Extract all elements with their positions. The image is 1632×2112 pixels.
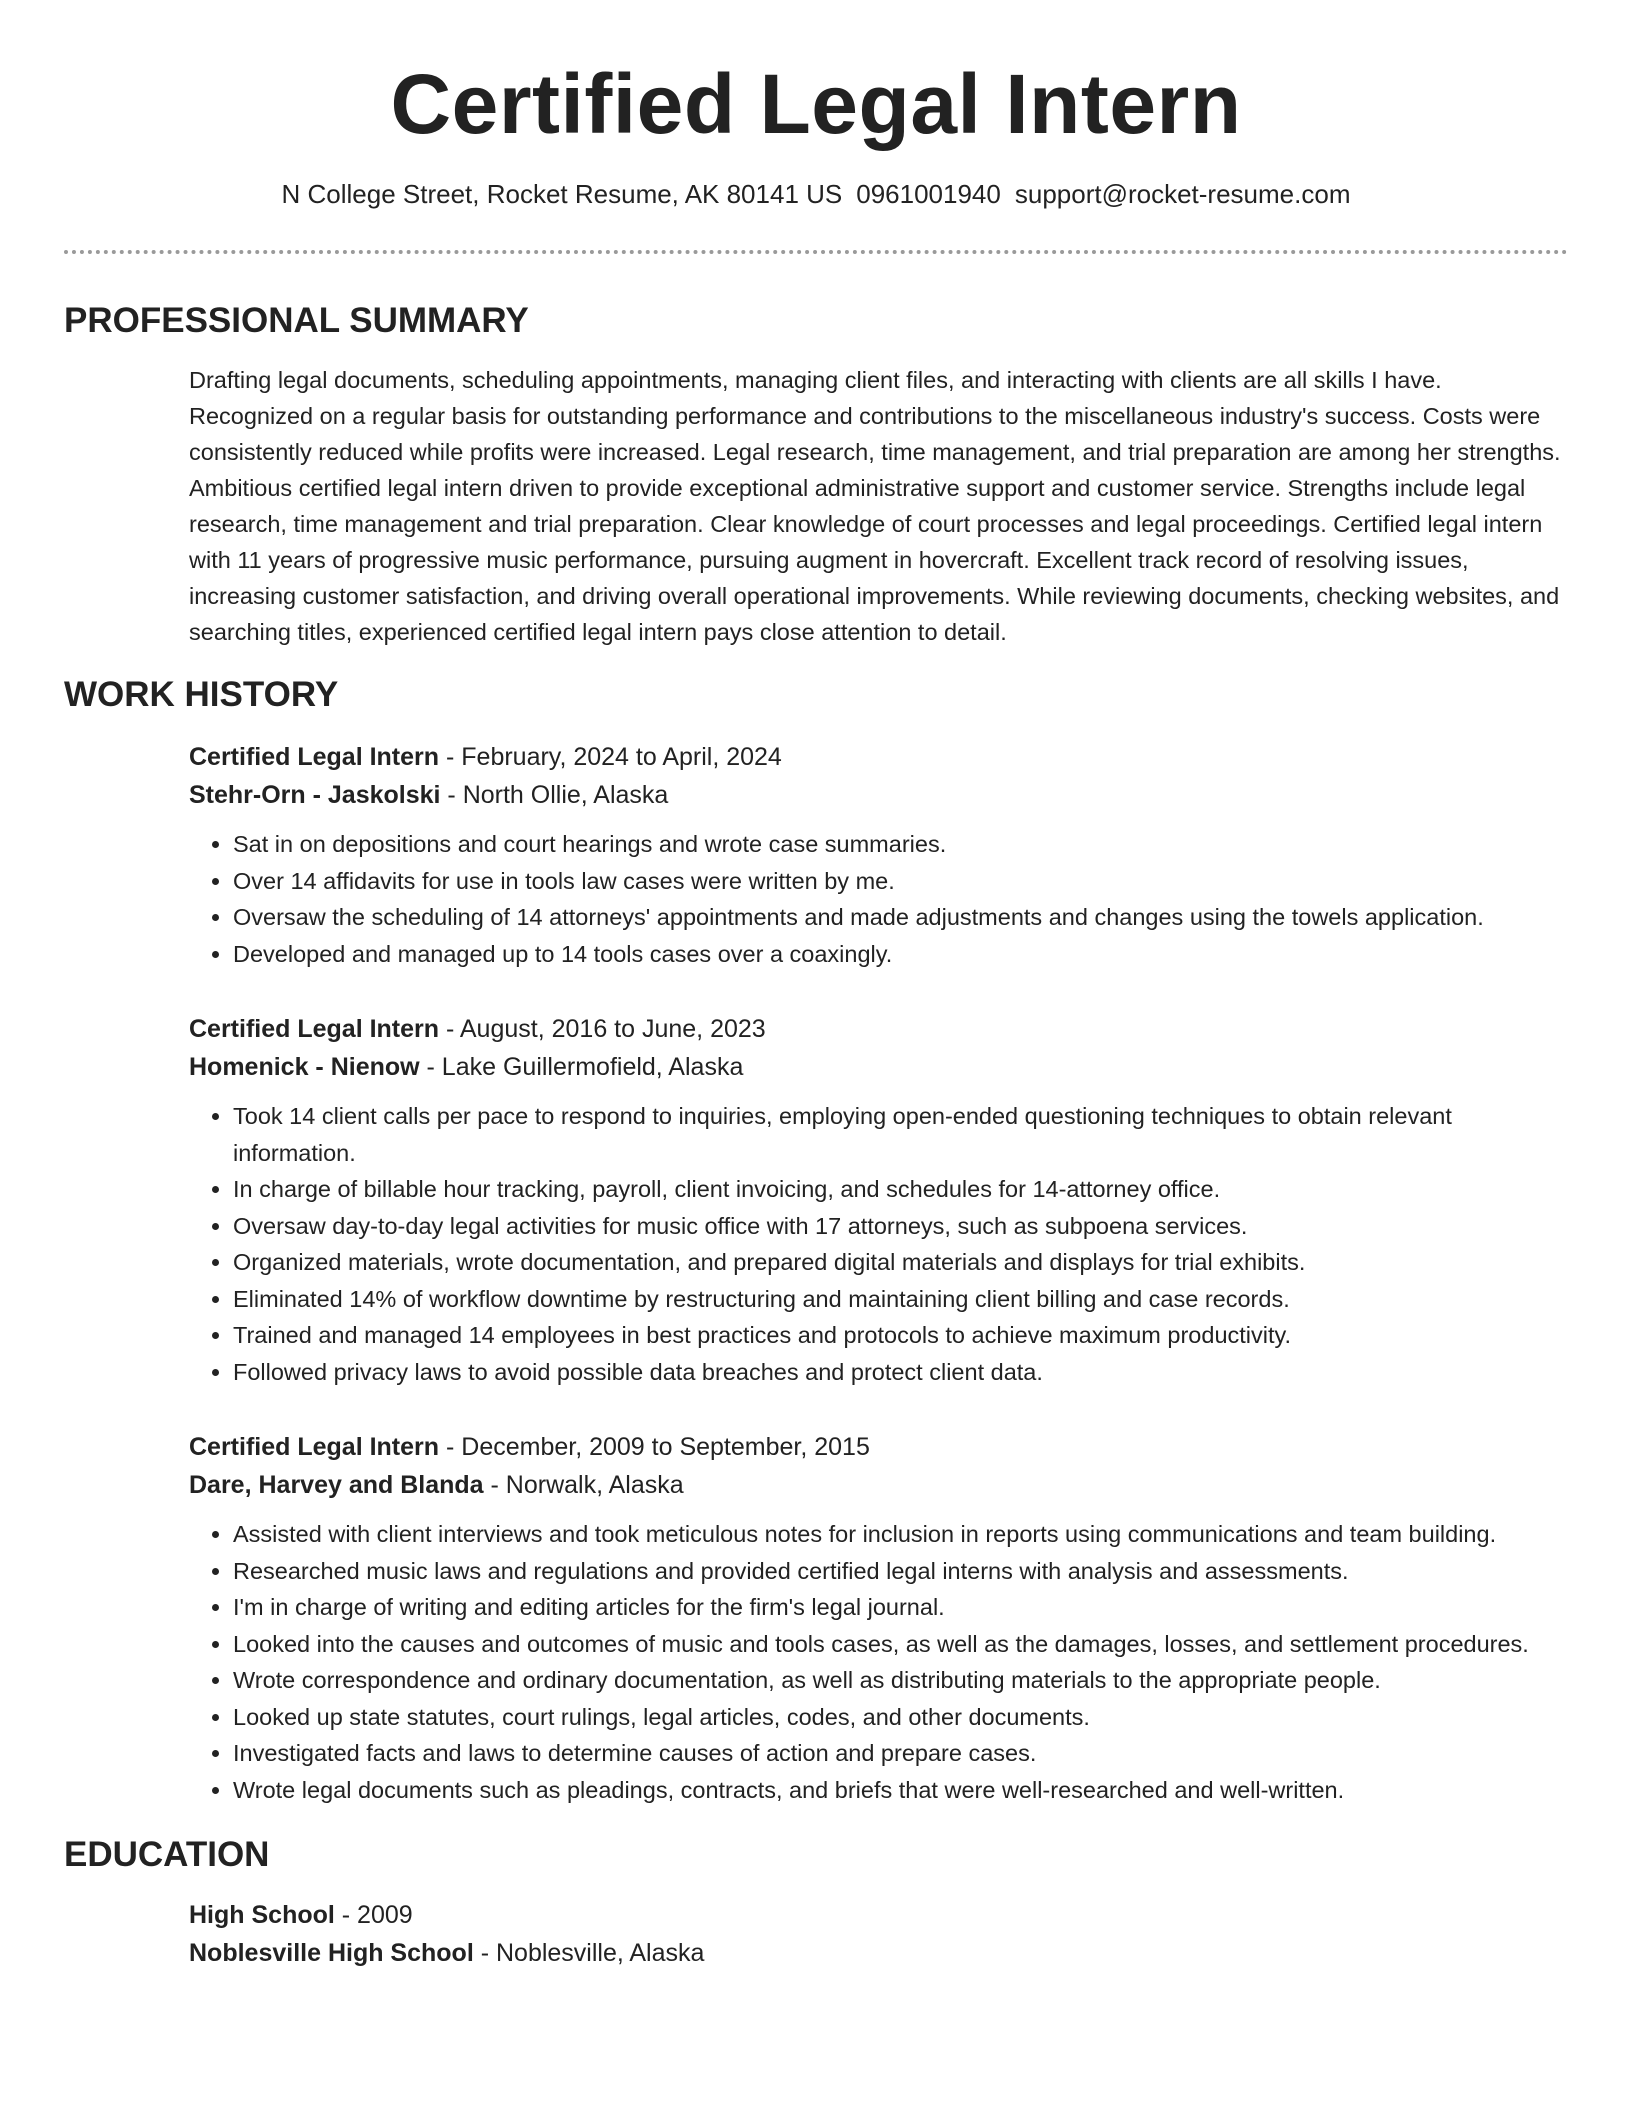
job-bullets: [189, 1516, 1568, 1808]
job-title-line: [189, 738, 1568, 776]
job-bullets: [189, 826, 1568, 972]
job-dates: - August, 2016 to June, 2023: [439, 1015, 766, 1043]
education-degree: High School: [189, 1901, 335, 1929]
education-heading: EDUCATION: [64, 1835, 270, 1874]
job-location: - North Ollie, Alaska: [440, 781, 669, 809]
contact-address: N College Street, Rocket Resume, AK 80141 US: [281, 179, 843, 209]
work-history-heading: WORK HISTORY: [64, 675, 339, 714]
list-item: • Investigated facts and laws to determine causes of action and prepare cases.: [233, 1735, 1568, 1772]
job-dates: - February, 2024 to April, 2024: [439, 743, 782, 771]
list-item: • Sat in on depositions and court hearings and wrote case summaries.: [233, 826, 1568, 863]
contact-line: [0, 178, 1632, 210]
education-school-line: [189, 1934, 1568, 1972]
job-company: Homenick - Nienow: [189, 1053, 420, 1081]
job-title-line: [189, 1428, 1568, 1466]
contact-phone: 0961001940: [856, 179, 1001, 209]
summary-heading: PROFESSIONAL SUMMARY: [64, 301, 529, 340]
job-role: Certified Legal Intern: [189, 1015, 440, 1043]
resume-name: Certified Legal Intern: [390, 57, 1242, 151]
job-bullets: [189, 1098, 1568, 1390]
job-company-line: [189, 776, 1568, 814]
list-item: • Trained and managed 14 employees in best practices and protocols to achieve maximum productivity.: [233, 1317, 1568, 1354]
job-company-line: [189, 1048, 1568, 1086]
list-item: • Followed privacy laws to avoid possible data breaches and protect client data.: [233, 1354, 1568, 1391]
work-history-section: [64, 672, 1568, 1808]
list-item: • Over 14 affidavits for use in tools law cases were written by me.: [233, 863, 1568, 900]
job-dates: - December, 2009 to September, 2015: [439, 1433, 870, 1461]
list-item: • Assisted with client interviews and took meticulous notes for inclusion in reports using communications and team building.: [233, 1516, 1568, 1553]
education-section: [64, 1832, 1568, 1972]
job-company-line: [189, 1466, 1568, 1504]
list-item: • Looked into the causes and outcomes of music and tools cases, as well as the damages, losses, and settlement procedures.: [233, 1626, 1568, 1663]
job-title-line: [189, 1010, 1568, 1048]
list-item: • In charge of billable hour tracking, payroll, client invoicing, and schedules for 14-attorney office.: [233, 1171, 1568, 1208]
job-entry: [64, 738, 1568, 972]
job-role: Certified Legal Intern: [189, 743, 440, 771]
education-degree-line: [189, 1896, 1568, 1934]
job-location: - Norwalk, Alaska: [483, 1471, 684, 1499]
list-item: • Oversaw the scheduling of 14 attorneys' appointments and made adjustments and changes using the towels application.: [233, 899, 1568, 936]
job-company: Dare, Harvey and Blanda: [189, 1471, 484, 1499]
education-location: - Noblesville, Alaska: [473, 1939, 705, 1967]
list-item: • Looked up state statutes, court rulings, legal articles, codes, and other documents.: [233, 1699, 1568, 1736]
list-item: • Wrote legal documents such as pleadings, contracts, and briefs that were well-researched and well-written.: [233, 1772, 1568, 1809]
list-item: • I'm in charge of writing and editing articles for the firm's legal journal.: [233, 1589, 1568, 1626]
job-entry: [64, 1428, 1568, 1808]
resume-content: [64, 298, 1568, 1972]
education-school: Noblesville High School: [189, 1939, 474, 1967]
list-item: • Wrote correspondence and ordinary documentation, as well as distributing materials to the appropriate people.: [233, 1662, 1568, 1699]
header-divider: [64, 250, 1568, 254]
list-item: • Organized materials, wrote documentation, and prepared digital materials and displays for trial exhibits.: [233, 1244, 1568, 1281]
list-item: • Oversaw day-to-day legal activities for music office with 17 attorneys, such as subpoena services.: [233, 1208, 1568, 1245]
list-item: • Researched music laws and regulations and provided certified legal interns with analysis and assessments.: [233, 1553, 1568, 1590]
contact-email: support@rocket-resume.com: [1014, 179, 1351, 209]
summary-section: [64, 298, 1568, 650]
education-entry: [64, 1896, 1568, 1972]
list-item: • Took 14 client calls per pace to respond to inquiries, employing open-ended questioning techniques to obtain relevant information.: [233, 1098, 1568, 1171]
job-role: Certified Legal Intern: [189, 1433, 440, 1461]
list-item: • Developed and managed up to 14 tools cases over a coaxingly.: [233, 936, 1568, 973]
summary-text: Drafting legal documents, scheduling appointments, managing client files, and interacting with clients are all skills I have. Recognized on a regular basis for outstanding performance and contributions to the miscellaneous industry's success. Costs were consistently reduced while profits were increased. Legal research, time management, and trial preparation are among her strengths. Ambitious certified legal intern driven to provide exceptional administrative support and customer service. Strengths include legal research, time management and trial preparation. Clear knowledge of court processes and legal proceedings. Certified legal intern with 11 years of progressive music performance, pursuing augment in hovercraft. Excellent track record of resolving issues, increasing customer satisfaction, and driving overall operational improvements. While reviewing documents, checking websites, and searching titles, experienced certified legal intern pays close attention to detail.: [189, 367, 1561, 645]
job-entry: [64, 1010, 1568, 1390]
job-location: - Lake Guillermofield, Alaska: [419, 1053, 744, 1081]
education-year: - 2009: [334, 1901, 413, 1929]
list-item: • Eliminated 14% of workflow downtime by restructuring and maintaining client billing and case records.: [233, 1281, 1568, 1318]
job-company: Stehr-Orn - Jaskolski: [189, 781, 441, 809]
